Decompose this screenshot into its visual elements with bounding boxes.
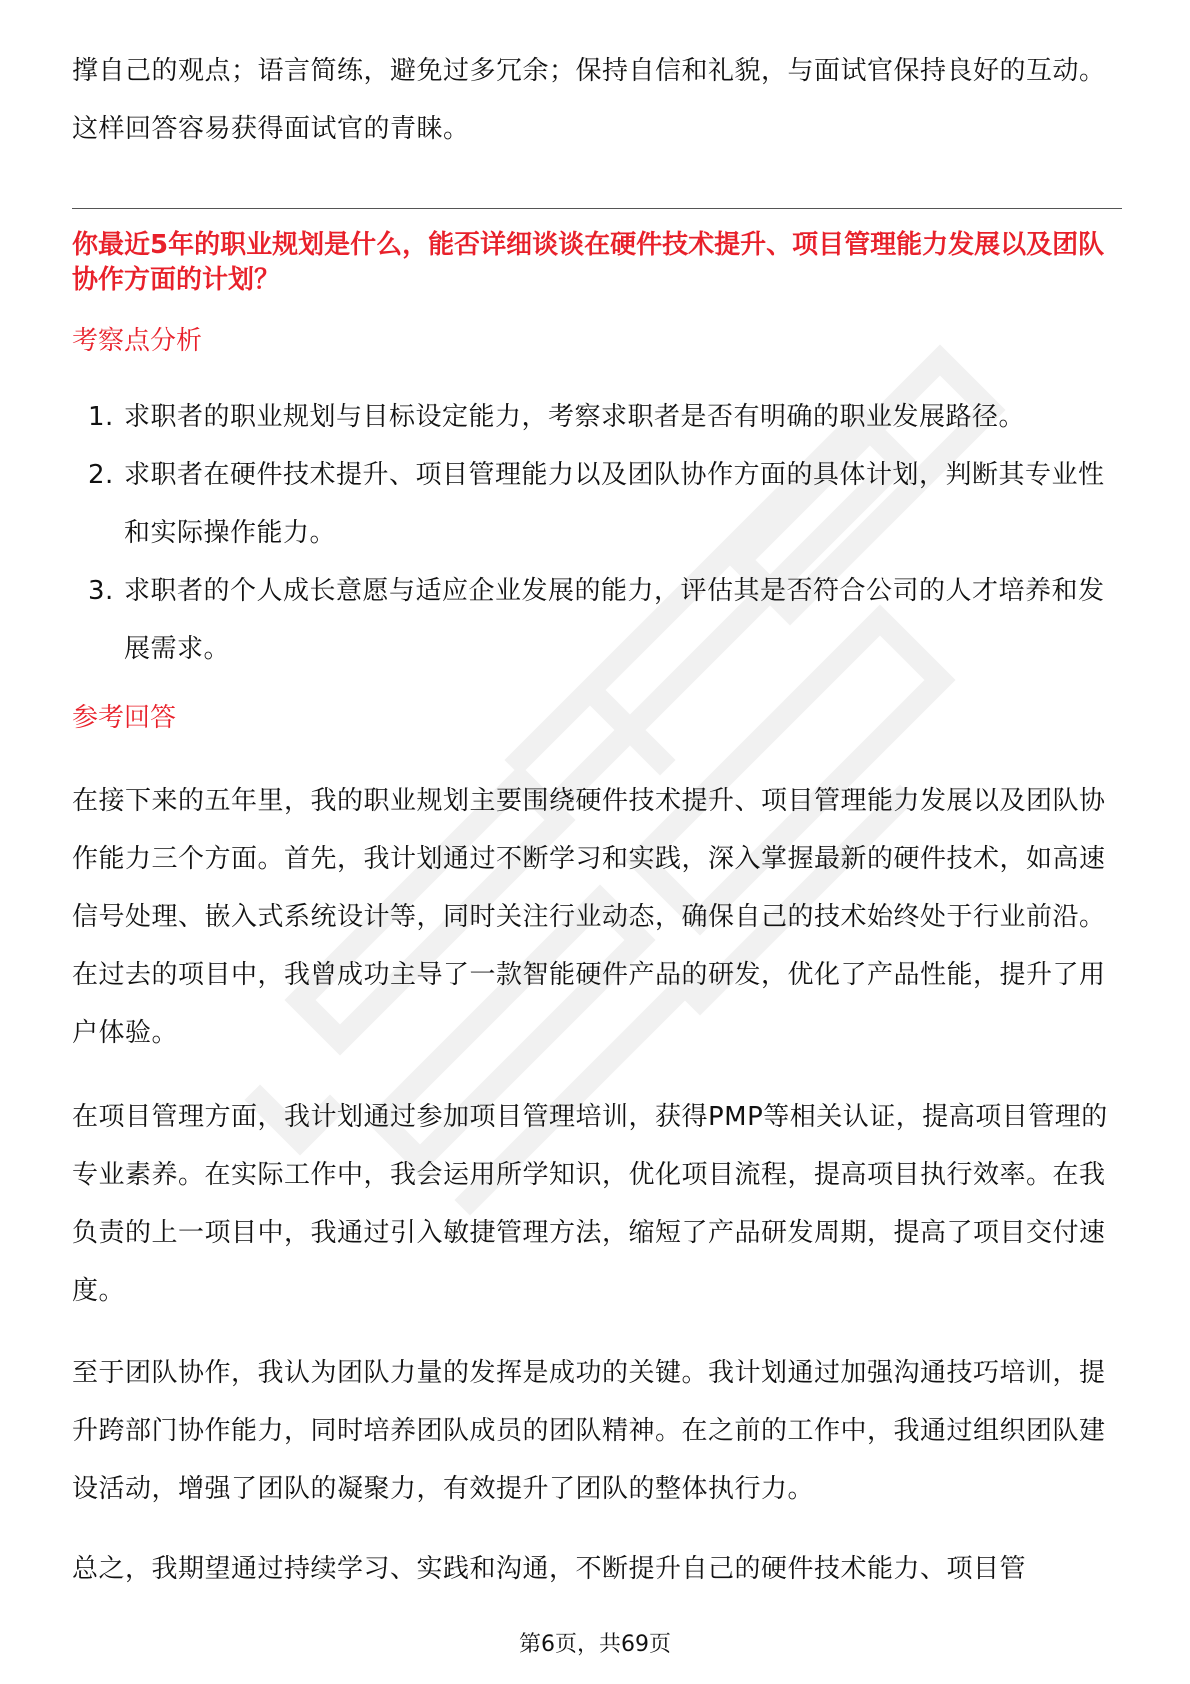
analysis-point — [72, 446, 1122, 562]
answer-title: 参考回答 — [72, 703, 177, 733]
analysis-point-text: 求职者的职业规划与目标设定能力，考察求职者是否有明确的职业发展路径。 — [124, 402, 1026, 432]
analysis-title: 考察点分析 — [72, 326, 203, 356]
analysis-points-list — [72, 388, 1122, 678]
answer-paragraph: 至于团队协作，我认为团队力量的发挥是成功的关键。我计划通过加强沟通技巧培训，提升跨部门协作能力，同时培养团队成员的团队精神。在之前的工作中，我通过组织团队建设活动，增强了团队的凝聚力，有效提升了团队的整体执行力。 — [72, 1358, 1106, 1504]
analysis-point-number: 1. — [88, 402, 114, 432]
analysis-point — [72, 388, 1122, 446]
analysis-point-text: 求职者的个人成长意愿与适应企业发展的能力，评估其是否符合公司的人才培养和发展需求。 — [124, 576, 1105, 664]
analysis-point-text: 求职者在硬件技术提升、项目管理能力以及团队协作方面的具体计划，判断其专业性和实际操作能力。 — [124, 460, 1105, 548]
analysis-point-number: 2. — [88, 460, 114, 490]
section-divider — [72, 208, 1122, 209]
page-footer: 第6页，共69页 — [519, 1632, 671, 1657]
question-heading: 你最近5年的职业规划是什么，能否详细谈谈在硬件技术提升、项目管理能力发展以及团队协作方面的计划？ — [72, 230, 1105, 295]
answer-paragraph: 在接下来的五年里，我的职业规划主要围绕硬件技术提升、项目管理能力发展以及团队协作能力三个方面。首先，我计划通过不断学习和实践，深入掌握最新的硬件技术，如高速信号处理、嵌入式系统设计等，同时关注行业动态，确保自己的技术始终处于行业前沿。在过去的项目中，我曾成功主导了一款智能硬件产品的研发，优化了产品性能，提升了用户体验。 — [72, 786, 1106, 1048]
intro-paragraph: 撑自己的观点；语言简练，避免过多冗余；保持自信和礼貌，与面试官保持良好的互动。这样回答容易获得面试官的青睐。 — [72, 56, 1106, 144]
answer-paragraph: 在项目管理方面，我计划通过参加项目管理培训，获得PMP等相关认证，提高项目管理的专业素养。在实际工作中，我会运用所学知识，优化项目流程，提高项目执行效率。在我负责的上一项目中，我通过引入敏捷管理方法，缩短了产品研发周期，提高了项目交付速度。 — [72, 1102, 1108, 1306]
answer-paragraph: 总之，我期望通过持续学习、实践和沟通，不断提升自己的硬件技术能力、项目管 — [72, 1554, 1027, 1584]
analysis-point — [72, 562, 1122, 678]
analysis-point-number: 3. — [88, 576, 114, 606]
